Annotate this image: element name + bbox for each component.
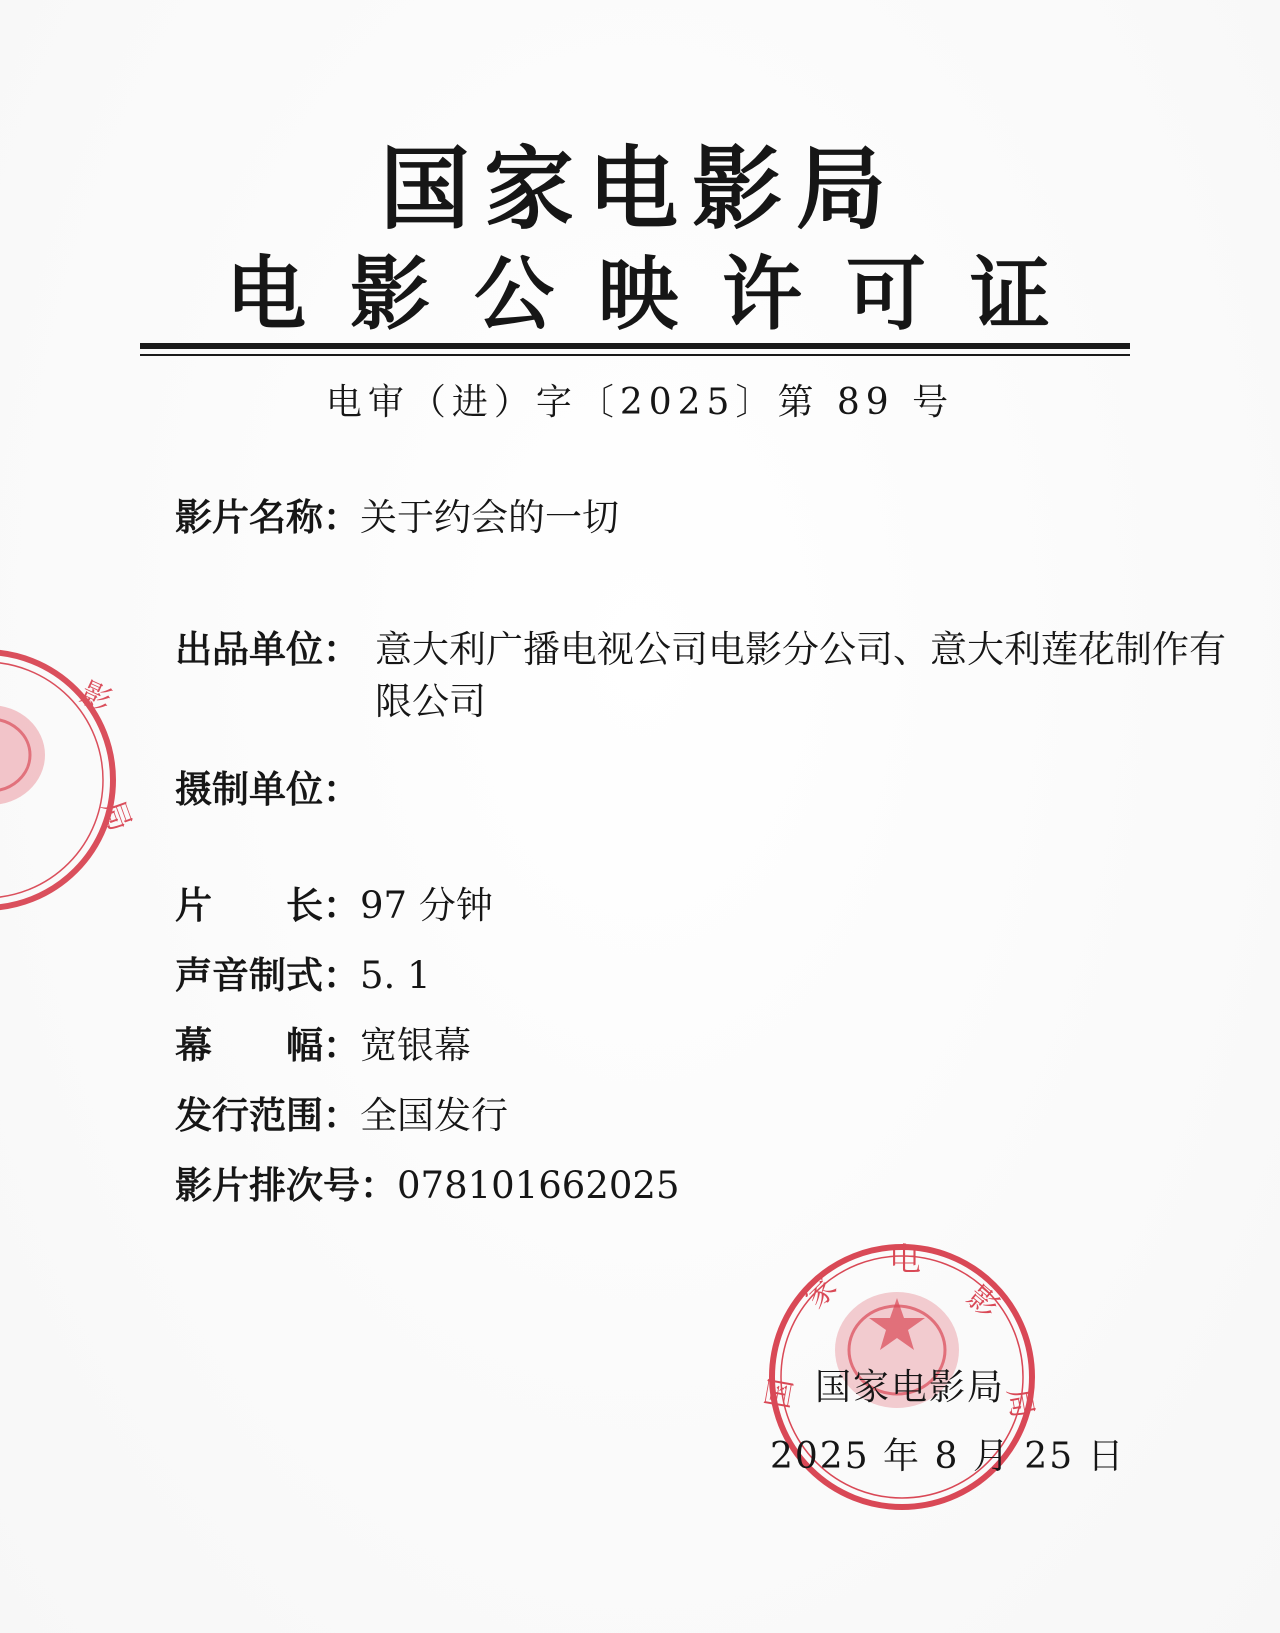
svg-text:家: 家 xyxy=(797,1269,844,1316)
filming-unit-label: 摄制单位： xyxy=(175,768,360,811)
field-filming-unit xyxy=(175,764,360,816)
field-film-name xyxy=(175,492,619,544)
svg-text:影: 影 xyxy=(959,1279,1006,1326)
title-divider-thick xyxy=(140,343,1130,349)
field-producer xyxy=(175,624,1235,723)
producer-value: 意大利广播电视公司电影分公司、意大利莲花制作有限公司 xyxy=(375,628,1226,723)
agency-title: 国家电影局 xyxy=(380,137,900,242)
length-label: 片 长： xyxy=(175,884,360,927)
svg-text:局: 局 xyxy=(1000,1385,1040,1421)
document-title: 电影公映许可证 xyxy=(226,248,1094,341)
document-number: 电审（进）字〔2025〕第 89 号 xyxy=(325,382,955,423)
issuer-signature: 国家电影局 xyxy=(815,1367,1006,1408)
distribution-label: 发行范围： xyxy=(175,1094,360,1137)
film-name-value: 关于约会的一切 xyxy=(360,496,619,539)
field-screen xyxy=(175,1020,471,1072)
issue-date: 2025 年 8 月 25 日 xyxy=(770,1436,1126,1477)
title-divider-thin xyxy=(140,354,1130,356)
distribution-value: 全国发行 xyxy=(360,1094,508,1137)
producer-label: 出品单位： xyxy=(175,628,360,671)
svg-text:电: 电 xyxy=(889,1240,922,1278)
svg-text:国: 国 xyxy=(760,1375,801,1412)
field-serial-number xyxy=(175,1160,680,1212)
screen-value: 宽银幕 xyxy=(360,1024,471,1067)
screen-label: 幕 幅： xyxy=(175,1024,360,1067)
official-seal-left xyxy=(0,645,138,915)
serial-number-value: 078101662025 xyxy=(397,1164,680,1207)
sound-format-value: 5. 1 xyxy=(360,954,431,997)
svg-text:影: 影 xyxy=(74,675,117,720)
field-distribution xyxy=(175,1090,508,1142)
field-sound-format xyxy=(175,950,431,1002)
field-length xyxy=(175,880,493,932)
svg-text:局: 局 xyxy=(94,795,138,836)
length-value: 97 分钟 xyxy=(360,884,493,927)
serial-number-label: 影片排次号： xyxy=(175,1164,397,1207)
sound-format-label: 声音制式： xyxy=(175,954,360,997)
film-name-label: 影片名称： xyxy=(175,496,360,539)
